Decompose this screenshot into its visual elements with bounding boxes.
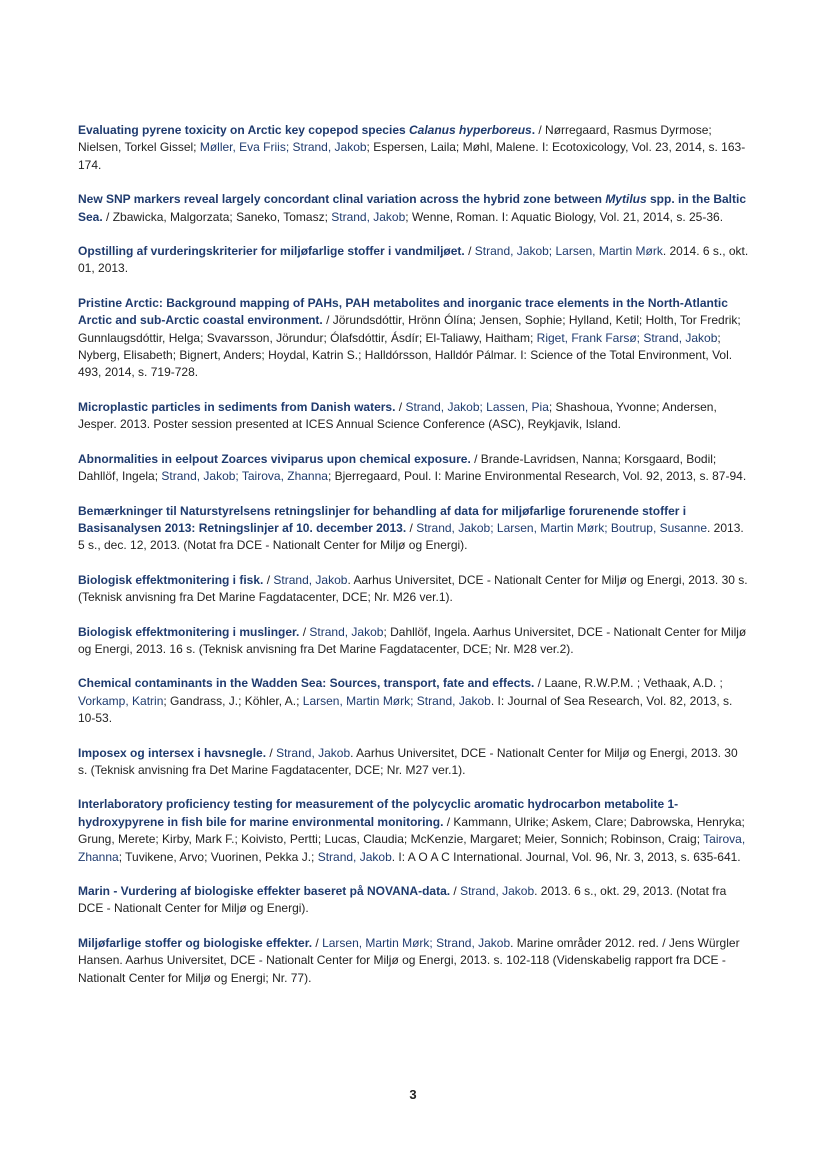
citation-text: / bbox=[312, 935, 323, 950]
author-link[interactable]: Strand, Jakob bbox=[317, 849, 392, 864]
publication-entry bbox=[78, 572, 750, 607]
publication-entry bbox=[78, 675, 750, 727]
page-number: 3 bbox=[409, 1087, 417, 1102]
citation-text: / bbox=[464, 244, 475, 259]
publication-title[interactable]: Interlaboratory proficiency testing for measurement of the polycyclic aromatic hydrocarbon metabolite 1-hydroxypyrene in fish bile for marine environmental monitoring. bbox=[78, 797, 679, 829]
author-link[interactable]: Strand, Jakob bbox=[331, 209, 406, 224]
publication-title-italic[interactable]: Mytilus bbox=[605, 192, 647, 207]
citation-text: . Marine områder 2012. red. / Jens Würgler Hansen. Aarhus Universitet, DCE - Nationalt Center for Miljø og Energi, 2013. s. 102-118 (Videnskabelig rapport fra DCE - Nationalt Center for Miljø og Energi; Nr. 77). bbox=[78, 935, 740, 985]
citation-text: . Aarhus Universitet, DCE - Nationalt Center for Miljø og Energi, 2013. 30 s. (Teknisk anvisning fra Det Marine Fagdatacenter, DCE; Nr. M27 ver.1). bbox=[78, 745, 738, 777]
publication-entry bbox=[78, 243, 750, 278]
citation-text: ; Shashoua, Yvonne; Andersen, Jesper. 2013. Poster session presented at ICES Annual Science Conference (ASC), Reykjavik, Island. bbox=[78, 399, 717, 432]
publication-title[interactable]: Biologisk effektmonitering i muslinger. bbox=[78, 624, 300, 639]
author-link[interactable]: Riget, Frank Farsø; Strand, Jakob bbox=[536, 330, 718, 345]
publication-title[interactable]: Miljøfarlige stoffer og biologiske effekter. bbox=[78, 935, 313, 950]
citation-text: / Laane, R.W.P.M. ; Vethaak, A.D. ; bbox=[534, 676, 723, 691]
citation-text: / Jörundsdóttir, Hrönn Ólína; Jensen, Sophie; Hylland, Ketil; Holth, Tor Fredrik; Gunnlaugsdóttir, Helga; Svavarsson, Jörundur; Ólafsdóttir, Ásdír; El-Taliawy, Haitham; bbox=[78, 313, 741, 345]
publication-title[interactable]: Marin - Vurdering af biologiske effekter baseret på NOVANA-data. bbox=[78, 884, 451, 898]
author-link[interactable]: Strand, Jakob; Larsen, Martin Mørk bbox=[474, 244, 663, 259]
publication-entry bbox=[78, 122, 750, 174]
citation-text: ; Wenne, Roman. I: Aquatic Biology, Vol. 21, 2014, s. 25-36. bbox=[405, 209, 724, 224]
publication-title[interactable]: Pristine Arctic: Background mapping of PAHs, PAH metabolites and inorganic trace elements in the North-Atlantic Arctic and sub-Arctic coastal environment. bbox=[78, 295, 728, 328]
publication-title[interactable]: Abnormalities in eelpout Zoarces viviparus upon chemical exposure. bbox=[78, 451, 471, 466]
publication-title-italic[interactable]: Calanus hyperboreus bbox=[409, 123, 532, 137]
author-link[interactable]: Strand, Jakob; Larsen, Martin Mørk; Boutrup, Susanne bbox=[416, 520, 707, 535]
citation-text: ; Dahllöf, Ingela. Aarhus Universitet, DCE - Nationalt Center for Miljø og Energi, 2013. 16 s. (Teknisk anvisning fra Det Marine Fagdatacenter, DCE; Nr. M28 ver.2). bbox=[78, 624, 747, 656]
citation-text: / Nørregaard, Rasmus Dyrmose; Nielsen, Torkel Gissel; bbox=[78, 123, 712, 155]
publication-entry bbox=[78, 191, 750, 226]
citation-text: . Aarhus Universitet, DCE - Nationalt Center for Miljø og Energi, 2013. 30 s. (Teknisk anvisning fra Det Marine Fagdatacenter, DCE; Nr. M26 ver.1). bbox=[78, 572, 748, 605]
publication-title[interactable]: . bbox=[531, 123, 536, 137]
author-link[interactable]: Larsen, Martin Mørk; Strand, Jakob bbox=[302, 693, 491, 708]
publication-entry bbox=[78, 745, 750, 780]
citation-text: . I: Journal of Sea Research, Vol. 82, 2013, s. 10-53. bbox=[78, 693, 733, 726]
citation-text: / bbox=[395, 399, 406, 414]
publication-entry bbox=[78, 451, 750, 486]
publication-title[interactable]: Biologisk effektmonitering i fisk. bbox=[78, 572, 264, 587]
publication-entry bbox=[78, 399, 750, 434]
author-link[interactable]: Strand, Jakob bbox=[276, 745, 351, 760]
citation-text: ; Tuvikene, Arvo; Vuorinen, Pekka J.; bbox=[118, 849, 318, 864]
citation-text: / Brande-Lavridsen, Nanna; Korsgaard, Bodil; Dahllöf, Ingela; bbox=[78, 451, 717, 484]
publication-list bbox=[78, 122, 750, 1004]
publication-entry bbox=[78, 503, 750, 555]
author-link[interactable]: Strand, Jakob bbox=[309, 624, 384, 639]
author-link[interactable]: Møller, Eva Friis; Strand, Jakob bbox=[199, 140, 367, 155]
citation-text: / bbox=[450, 884, 461, 898]
publication-title[interactable]: Microplastic particles in sediments from Danish waters. bbox=[78, 399, 396, 414]
publication-entry bbox=[78, 295, 750, 382]
author-link[interactable]: Strand, Jakob; Tairova, Zhanna bbox=[161, 469, 328, 484]
citation-text: . 2014. 6 s., okt. 01, 2013. bbox=[78, 244, 749, 276]
citation-text: ; Nyberg, Elisabeth; Bignert, Anders; Hoydal, Katrin S.; Halldórsson, Halldór Pálmar. I: Science of the Total Environment, Vol. 493, 2014, s. 719-728. bbox=[78, 330, 733, 380]
publication-title[interactable]: Imposex og intersex i havsnegle. bbox=[78, 745, 267, 760]
publication-title[interactable]: spp. in the Baltic Sea. bbox=[78, 192, 747, 224]
citation-text: / bbox=[299, 624, 310, 639]
publication-entry bbox=[78, 883, 750, 918]
publication-entry bbox=[78, 624, 750, 659]
author-link[interactable]: Strand, Jakob; Lassen, Pia bbox=[405, 399, 549, 414]
citation-text: / bbox=[266, 745, 277, 760]
publication-title[interactable]: New SNP markers reveal largely concordant clinal variation across the hybrid zone between bbox=[78, 192, 606, 207]
author-link[interactable]: Vorkamp, Katrin bbox=[78, 693, 164, 708]
citation-text: ; Bjerregaard, Poul. I: Marine Environmental Research, Vol. 92, 2013, s. 87-94. bbox=[327, 469, 747, 484]
citation-text: / Kammann, Ulrike; Askem, Clare; Dabrowska, Henryka; Grung, Merete; Kirby, Mark F.; Koivisto, Pertti; Lucas, Claudia; McKenzie, Margaret; Meier, Sonnich; Robinson, Craig; bbox=[78, 814, 745, 847]
citation-text: / bbox=[406, 520, 417, 535]
publication-title[interactable]: Opstilling af vurderingskriterier for miljøfarlige stoffer i vandmiljøet. bbox=[78, 244, 465, 259]
publication-entry bbox=[78, 796, 750, 866]
author-link[interactable]: Strand, Jakob bbox=[273, 572, 348, 587]
citation-text: ; Espersen, Laila; Møhl, Malene. I: Ecotoxicology, Vol. 23, 2014, s. 163-174. bbox=[78, 140, 746, 172]
citation-text: / bbox=[263, 572, 274, 587]
citation-text: . 2013. 6 s., okt. 29, 2013. (Notat fra DCE - Nationalt Center for Miljø og Energi). bbox=[78, 884, 727, 916]
publication-entry bbox=[78, 935, 750, 987]
citation-text: / Zbawicka, Malgorzata; Saneko, Tomasz; bbox=[102, 209, 332, 224]
citation-text: . 2013. 5 s., dec. 12, 2013. (Notat fra DCE - Nationalt Center for Miljø og Energi). bbox=[78, 520, 744, 553]
author-link[interactable]: Tairova, Zhanna bbox=[78, 832, 746, 864]
author-link[interactable]: Larsen, Martin Mørk; Strand, Jakob bbox=[322, 935, 511, 950]
citation-text: . I: A O A C International. Journal, Vol. 96, Nr. 3, 2013, s. 635-641. bbox=[391, 849, 741, 864]
publication-title[interactable]: Chemical contaminants in the Wadden Sea: Sources, transport, fate and effects. bbox=[78, 676, 535, 691]
citation-text: ; Gandrass, J.; Köhler, A.; bbox=[163, 693, 303, 708]
publication-title[interactable]: Evaluating pyrene toxicity on Arctic key copepod species bbox=[78, 123, 409, 137]
publication-title[interactable]: Bemærkninger til Naturstyrelsens retningslinjer for behandling af data for miljøfarlige forurenende stoffer i Basisanalysen 2013: Retningslinjer af 10. december 2013. bbox=[78, 503, 687, 535]
author-link[interactable]: Strand, Jakob bbox=[460, 884, 535, 898]
